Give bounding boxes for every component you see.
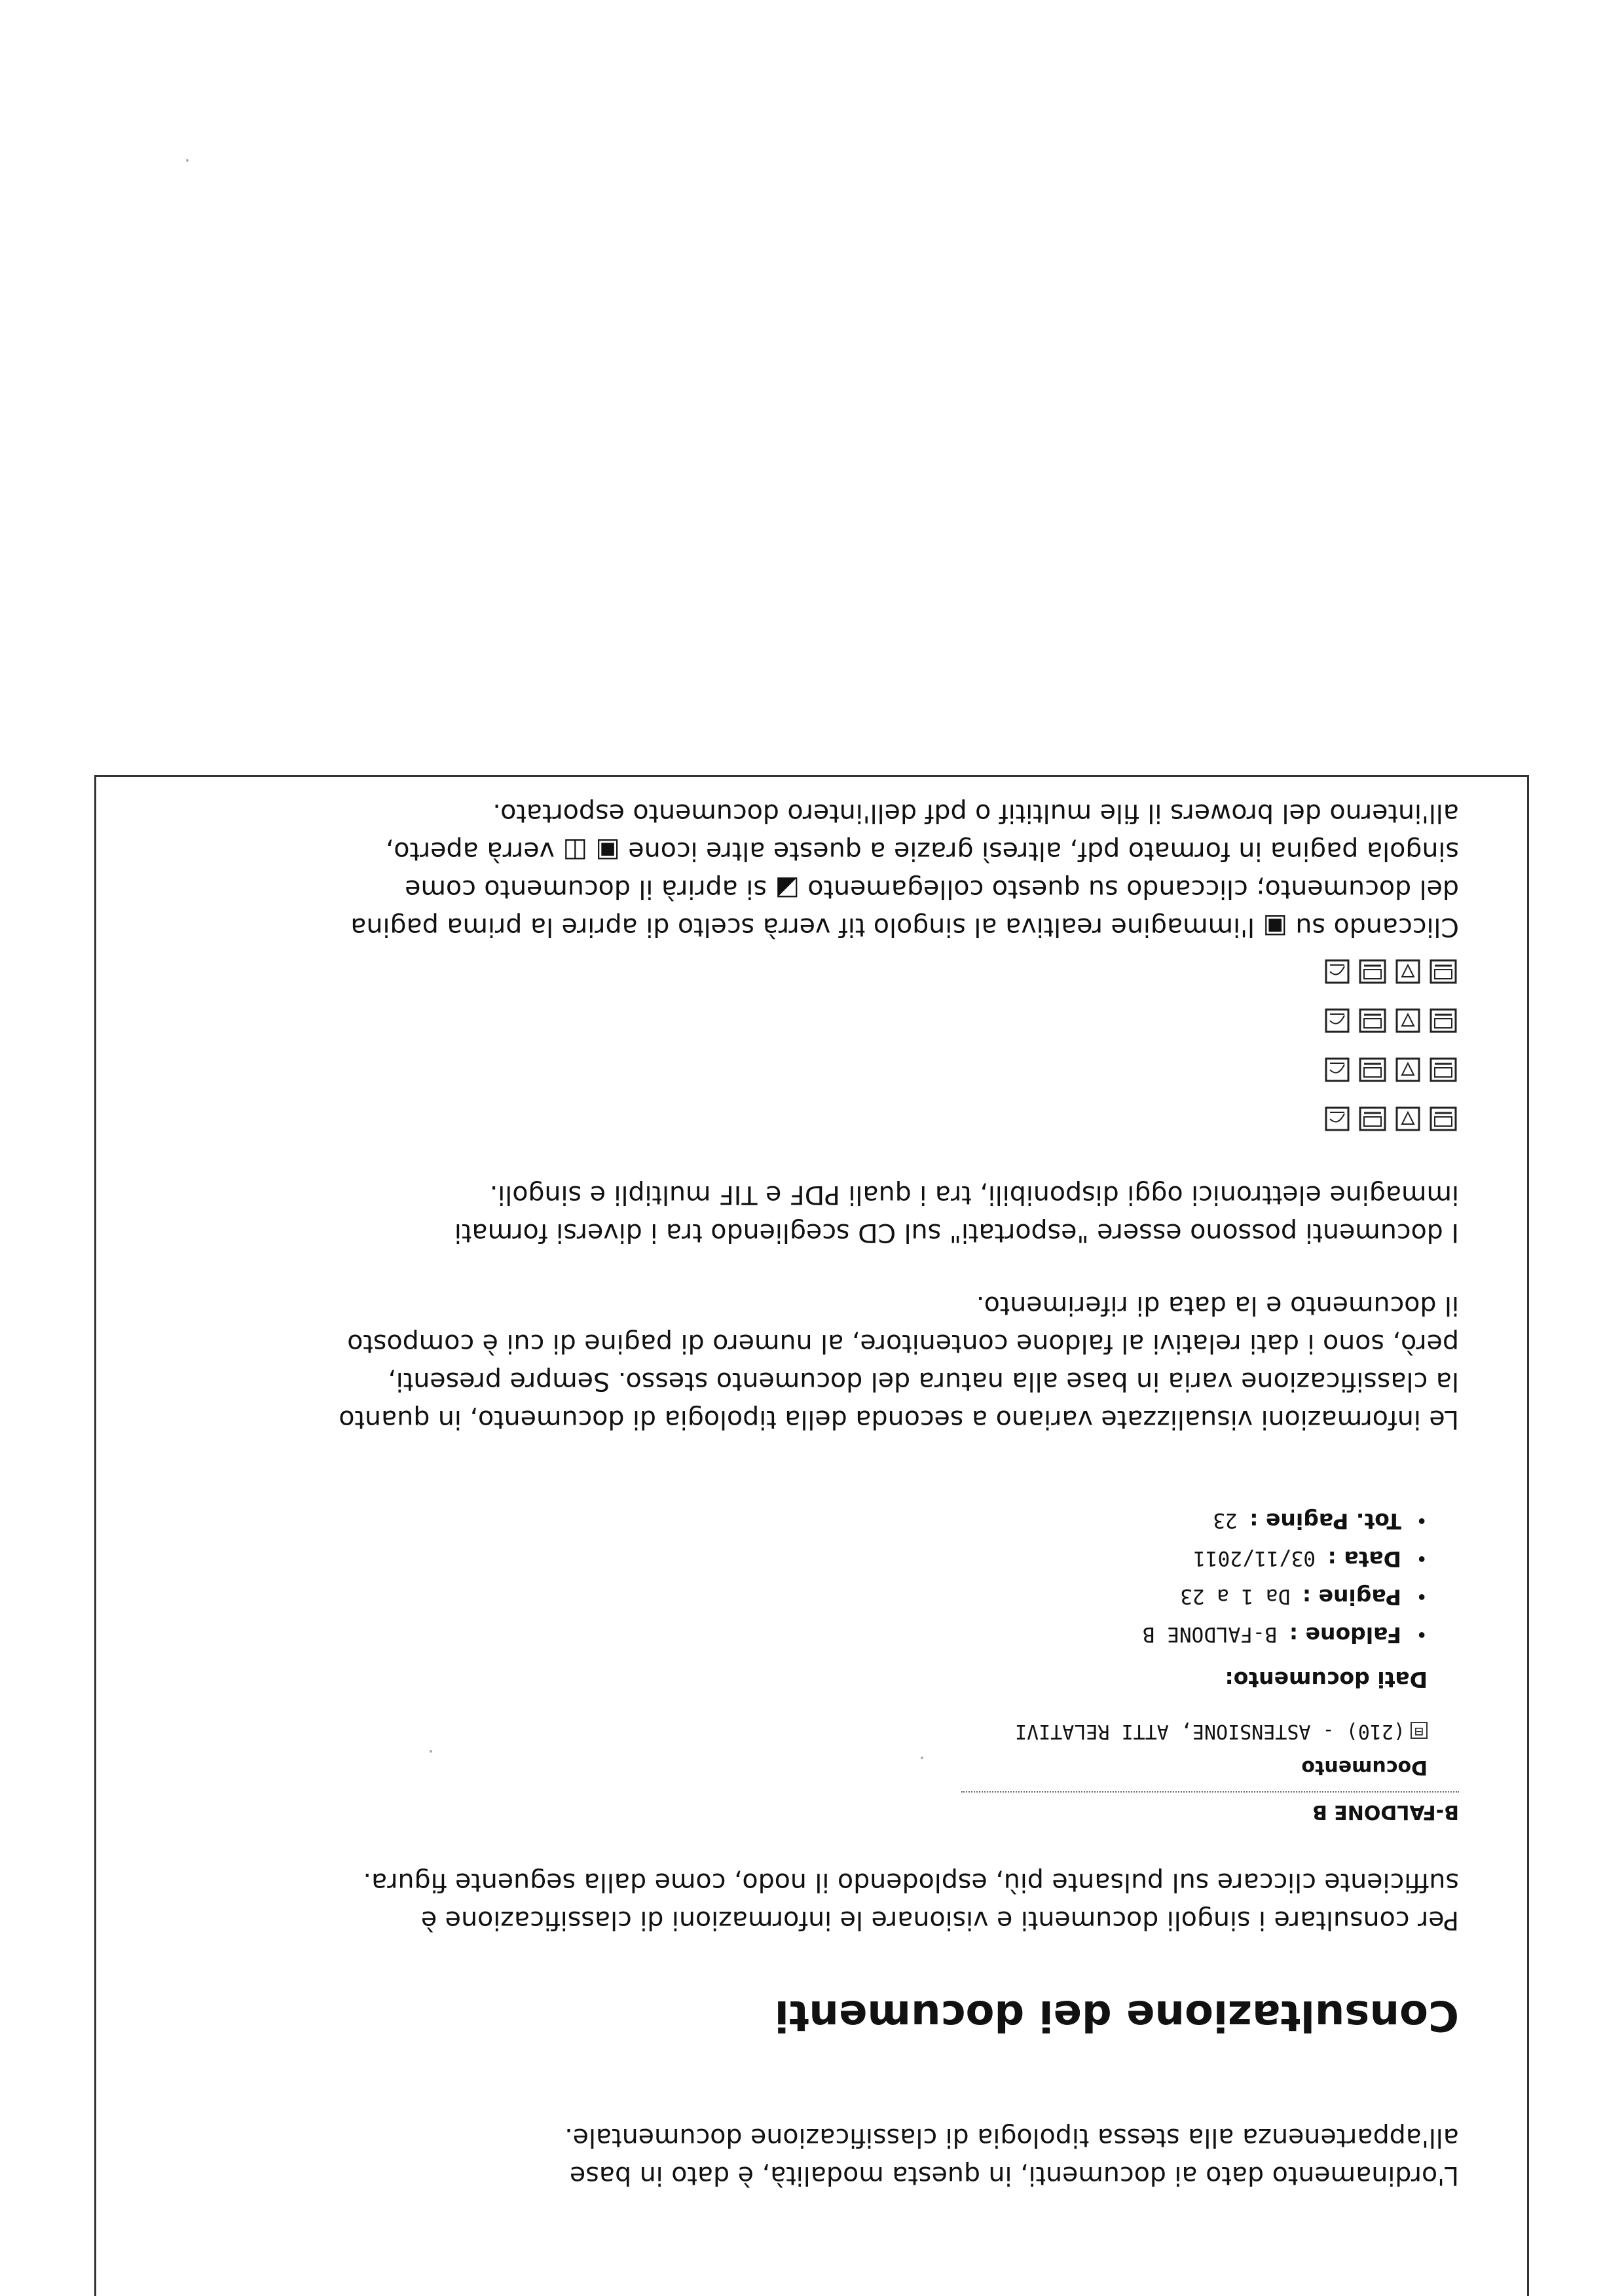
pdf-link-icon[interactable] [1394, 1057, 1422, 1083]
dati-value: B-FALDONE B [1142, 1622, 1289, 1646]
tif-image-icon[interactable] [1430, 1106, 1457, 1132]
multi-tif-icon[interactable] [1359, 958, 1386, 985]
tif-image-icon[interactable] [1430, 958, 1457, 985]
frame-left-border [94, 777, 96, 2296]
dati-item-pagine [1143, 1572, 1428, 1610]
text-line: sufficiente cliccare sul pulsante più, esplodendo il nodo, come dalla seguente figura. [363, 1867, 1459, 1897]
text-line: all'appartenenza alla stessa tipologia di classificazione documentale. [564, 2123, 1459, 2153]
multi-tif-icon[interactable] [1359, 1106, 1386, 1132]
multi-tif-icon[interactable] [1359, 1008, 1386, 1034]
tree-document-node[interactable]: Documento [1301, 1756, 1428, 1779]
text-line: all'interno del browers il file multitif o pdf dell'intero documento esportato. [492, 798, 1459, 828]
text-line: I documenti possono essere "esportati" sul CD scegliendo tra i diversi formati [454, 1218, 1459, 1248]
text-line: Per consultare i singoli documenti e visionare le informazioni di classificazione è [420, 1905, 1459, 1935]
export-paragraph [454, 1176, 1459, 1252]
export-icon-rows [1323, 936, 1457, 1132]
text-line: la classificazione varia in base alla natura del documento stesso. Sempre presenti, [388, 1366, 1459, 1396]
scan-speck [186, 159, 189, 162]
dati-value: 23 [1213, 1508, 1250, 1532]
pdf-link-icon[interactable] [1394, 1008, 1422, 1034]
tree-root-node[interactable]: B-FALDONE B [961, 1791, 1459, 1823]
pdf-document-icon[interactable] [1323, 1106, 1351, 1132]
text-line: Le informazioni visualizzate variano a seconda della tipologia di documento, in quanto [339, 1404, 1459, 1434]
dati-documento-title: Dati documento: [1225, 1667, 1428, 1692]
export-icon-row [1323, 1047, 1457, 1083]
text-line: però, sono i dati relativi al faldone contenitore, al numero di pagine di cui è composto [347, 1328, 1459, 1358]
text-line: Cliccando su ▣ l'immagine realtiva al singolo tif verrà scelto di aprire la prima pagina [350, 912, 1459, 942]
text-line: singola pagina in formato pdf, altresì grazie a queste altre icone ▣ ◫ verrà aperto, [385, 836, 1459, 866]
multi-tif-icon[interactable] [1359, 1057, 1386, 1083]
info-paragraph [339, 1286, 1459, 1438]
pdf-link-icon[interactable] [1394, 958, 1422, 985]
tree-child-label: (210) - ASTENSIONE, ATTI RELATIVI [1014, 1720, 1405, 1743]
export-icon-row [1323, 1096, 1457, 1132]
scan-speck [921, 1757, 923, 1759]
text-line: il documento e la data di riferimento. [976, 1290, 1459, 1321]
dati-label: Data : [1327, 1546, 1401, 1572]
dati-label: Pagine : [1302, 1584, 1401, 1610]
dati-documento-list [1143, 1496, 1428, 1648]
dati-label: Tot. Pagine : [1249, 1508, 1401, 1534]
dati-label: Faldone : [1289, 1622, 1401, 1648]
intro-paragraph [564, 2119, 1459, 2195]
pdf-document-icon[interactable] [1323, 958, 1351, 985]
consult-paragraph [363, 1863, 1459, 1939]
dati-value: 03/11/2011 [1193, 1546, 1328, 1570]
tif-image-icon[interactable] [1430, 1008, 1457, 1034]
pdf-document-icon[interactable] [1323, 1008, 1351, 1034]
dati-item-tot-pagine [1143, 1496, 1428, 1534]
scan-speck [430, 1750, 432, 1753]
text-line: immagine elettronici oggi disponibili, tra i quali PDF e TIF multipli e singoli. [489, 1180, 1459, 1210]
dati-value: Da 1 a 23 [1180, 1584, 1302, 1608]
tree-child-node[interactable] [1015, 1720, 1428, 1743]
frame-right-border [1527, 777, 1529, 2296]
text-line: del documento; cliccando su questo collegamento ◪ si aprirà il documento come [405, 874, 1459, 904]
dati-item-faldone [1143, 1610, 1428, 1648]
section-heading: Consultazione dei documenti [774, 1991, 1459, 2039]
export-icon-row [1323, 998, 1457, 1034]
collapse-toggle-icon[interactable]: ⊟ [1411, 1722, 1428, 1740]
dati-item-data [1143, 1534, 1428, 1572]
export-icon-row [1323, 949, 1457, 985]
tif-image-icon[interactable] [1430, 1057, 1457, 1083]
click-paragraph [350, 794, 1459, 946]
pdf-link-icon[interactable] [1394, 1106, 1422, 1132]
frame-bottom-border [94, 775, 1529, 777]
pdf-document-icon[interactable] [1323, 1057, 1351, 1083]
text-line: L'ordinamento dato ai documenti, in questa modalità, è dato in base [569, 2160, 1459, 2191]
